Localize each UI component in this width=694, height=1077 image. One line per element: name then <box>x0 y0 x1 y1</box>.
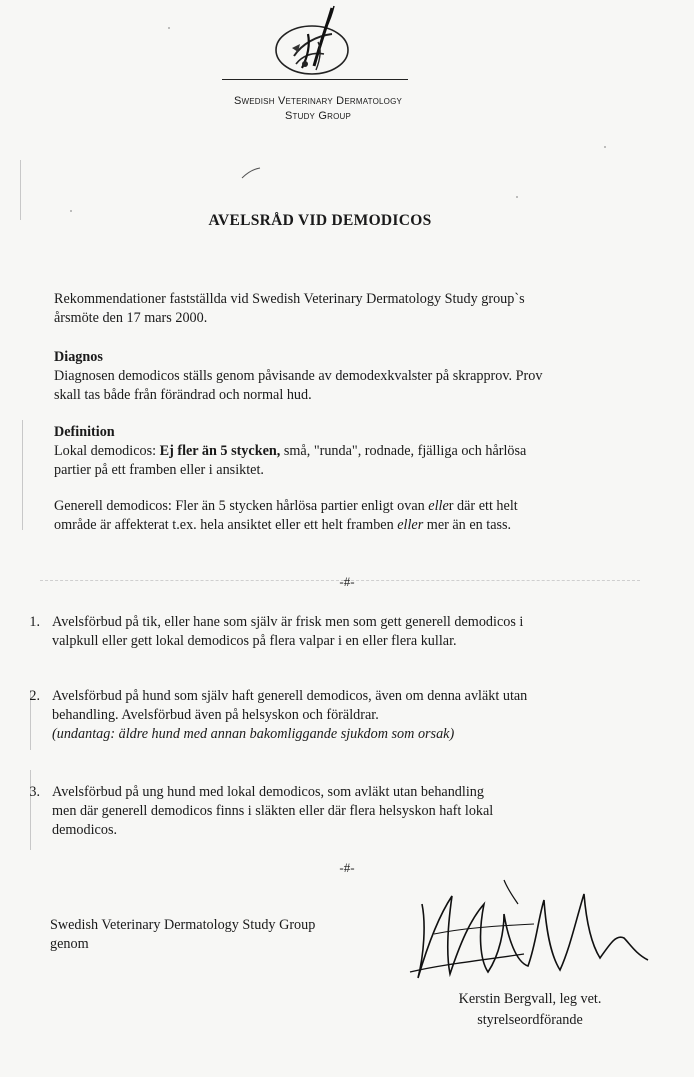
item-line: behandling. Avelsförbud även på helsyskon och föräldrar. <box>52 707 379 723</box>
org-name-line2: Study Group <box>284 110 352 122</box>
handwritten-signature <box>404 874 654 991</box>
section-separator: -#- <box>339 574 355 589</box>
scan-speck <box>516 196 518 198</box>
section-separator: -#- <box>339 860 355 875</box>
general-eller: elle <box>428 498 449 514</box>
footer-genom: genom <box>50 936 89 952</box>
signer-role: styrelseordförande <box>477 1012 583 1028</box>
item-line: men där generell demodicos finns i släkten eller där flera helsyskon haft lokal <box>52 803 494 819</box>
diagnos-heading: Diagnos <box>54 349 103 365</box>
item-exception-note: (undantag: äldre hund med annan bakomliggande sjukdom som orsak) <box>52 726 455 742</box>
local-label: Lokal demodicos: <box>54 443 157 459</box>
document-title: AVELSRÅD VID DEMODICOS <box>208 212 432 229</box>
local-demodicos-line <box>54 442 654 461</box>
item-line: Avelsförbud på ung hund med lokal demodicos, som avläkt utan behandling <box>52 784 484 800</box>
general-line1 <box>54 497 654 516</box>
item-line: Avelsförbud på tik, eller hane som själv är frisk men som gett generell demodicos i <box>52 614 524 630</box>
local-description: små, "runda", rodnade, fjälliga och hårlösa <box>283 443 527 459</box>
diagnos-section <box>54 348 654 405</box>
scan-mark <box>30 770 31 850</box>
general-text: mer än en tass. <box>426 517 512 533</box>
diagnos-line: skall tas både från förändrad och normal hud. <box>54 387 312 403</box>
group-logo <box>272 4 352 85</box>
item-number: 2. <box>29 688 40 704</box>
definition-heading: Definition <box>54 424 115 440</box>
scan-mark <box>20 160 21 220</box>
local-criteria: Ej fler än 5 stycken, <box>159 443 281 459</box>
definition-section <box>54 423 654 480</box>
general-line2 <box>54 516 654 535</box>
local-demodicos-line2: partier på ett framben eller i ansiktet. <box>54 462 264 478</box>
item-number: 3. <box>29 784 40 800</box>
general-text: område är affekterat t.ex. hela ansiktet eller ett helt framben <box>54 517 394 533</box>
item-number: 1. <box>29 614 40 630</box>
scan-speck <box>168 27 170 29</box>
item-line: Avelsförbud på hund som själv haft generell demodicos, även om denna avläkt utan <box>52 688 528 704</box>
intro-paragraph <box>54 290 654 328</box>
scan-mark <box>22 420 23 530</box>
item-line: valpkull eller gett lokal demodicos på flera valpar i en eller flera kullar. <box>52 633 457 649</box>
diagnos-line: Diagnosen demodicos ställs genom påvisande av demodexkvalster på skrapprov. Prov <box>54 368 543 384</box>
item-line: demodicos. <box>52 822 118 838</box>
list-item <box>52 613 652 651</box>
general-demodicos-paragraph <box>54 497 654 535</box>
org-name-line1: Swedish Veterinary Dermatology <box>233 95 403 107</box>
list-item <box>52 687 652 744</box>
scan-stroke <box>240 166 262 180</box>
intro-line: årsmöte den 17 mars 2000. <box>54 310 208 326</box>
scan-speck <box>604 146 606 148</box>
intro-line: Rekommendationer fastställda vid Swedish Veterinary Dermatology Study group`s <box>54 291 525 307</box>
list-item <box>52 783 652 840</box>
footer-org: Swedish Veterinary Dermatology Study Group <box>50 917 316 933</box>
signer-name: Kerstin Bergvall, leg vet. <box>458 991 602 1007</box>
general-text: r där ett helt <box>448 498 518 514</box>
general-text: Generell demodicos: Fler än 5 stycken hårlösa partier enligt ovan <box>54 498 425 514</box>
general-eller: eller <box>397 517 424 533</box>
logo-divider <box>222 79 408 80</box>
